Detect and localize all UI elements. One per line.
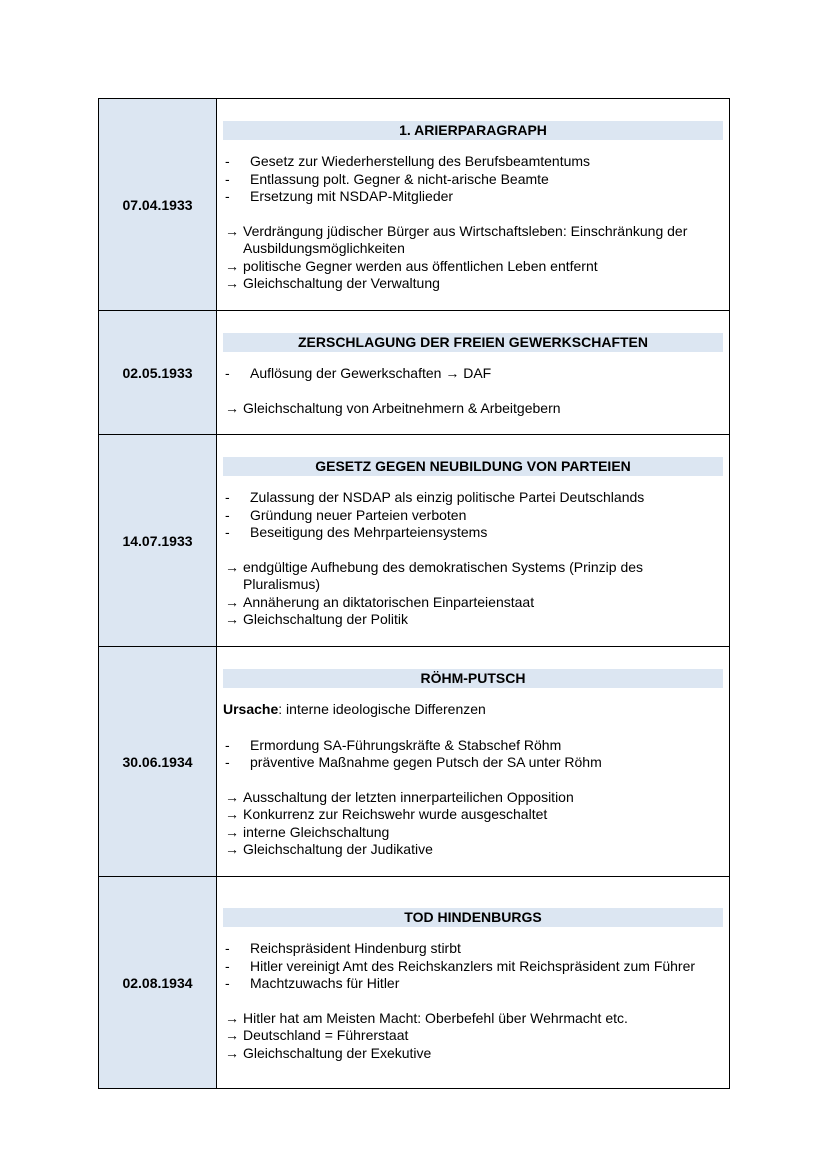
timeline-row (99, 311, 730, 435)
conclusion-text: Ausschaltung der letzten innerparteilichen Opposition (243, 788, 574, 805)
conclusion-item (223, 275, 723, 293)
cause-line (223, 701, 723, 719)
conclusion-text: Deutschland = Führerstaat (243, 1027, 409, 1043)
event-heading: TOD HINDENBURGS (223, 908, 723, 927)
arrow-right-icon: → (225, 593, 239, 610)
conclusion-text: Hitler hat am Meisten Macht: Oberbefehl über Wehrmacht etc. (243, 1009, 628, 1026)
bullet-item (223, 975, 723, 993)
conclusion-item (223, 824, 723, 842)
bullet-item (223, 524, 723, 542)
arrow-right-icon: → (225, 611, 239, 628)
content-body (217, 316, 729, 429)
conclusion-text: Gleichschaltung der Politik (243, 611, 408, 628)
bullet-item (223, 153, 723, 171)
dash-icon: - (225, 957, 230, 974)
conclusion-item (223, 789, 723, 807)
bullet-list (223, 153, 723, 206)
event-date: 07.04.1933 (122, 196, 193, 213)
conclusion-item (223, 594, 723, 612)
event-heading: RÖHM-PUTSCH (223, 669, 723, 688)
content-body (217, 652, 729, 871)
date-cell (99, 99, 217, 311)
bullet-item (223, 507, 723, 525)
conclusion-text: Gleichschaltung der Judikative (243, 841, 433, 858)
conclusion-list (223, 559, 723, 629)
conclusion-text: Verdrängung jüdischer Bürger aus Wirtschaftsleben: Einschränkung der Ausbildungsmöglichkeiten (243, 222, 688, 257)
cause-text: : interne ideologische Differenzen (278, 701, 486, 718)
conclusion-text: endgültige Aufhebung des demokratischen Systems (Prinzip des Pluralismus) (243, 558, 644, 593)
bullet-text: Ersetzung mit NSDAP-Mitglieder (250, 188, 454, 205)
content-cell (217, 877, 730, 1089)
arrow-right-icon: → (225, 806, 239, 823)
bullet-text: Beseitigung des Mehrparteiensystems (250, 524, 488, 541)
bullet-text: Auflösung der Gewerkschaften → DAF (250, 365, 492, 381)
bullet-text: Hitler vereinigt Amt des Reichskanzlers mit Reichspräsident zum Führer (250, 957, 696, 974)
timeline-row (99, 877, 730, 1089)
bullet-list (223, 737, 723, 772)
conclusion-item (223, 1027, 723, 1045)
conclusion-text: interne Gleichschaltung (243, 823, 390, 840)
conclusion-text: Gleichschaltung von Arbeitnehmern & Arbeitgebern (243, 399, 561, 416)
content-cell (217, 99, 730, 311)
dash-icon: - (225, 170, 230, 187)
event-date: 02.08.1934 (122, 974, 193, 991)
dash-icon: - (225, 975, 230, 991)
bullet-item (223, 489, 723, 507)
conclusion-list (223, 400, 723, 418)
date-cell (99, 311, 217, 435)
event-heading: 1. ARIERPARAGRAPH (223, 121, 723, 140)
date-cell (99, 877, 217, 1089)
bullet-list (223, 365, 723, 383)
arrow-right-icon: → (225, 841, 239, 858)
conclusion-text: Gleichschaltung der Verwaltung (243, 275, 440, 292)
timeline-row (99, 99, 730, 311)
arrow-right-icon: → (225, 275, 239, 292)
conclusion-text: Konkurrenz zur Reichswehr wurde ausgeschaltet (243, 806, 548, 823)
conclusion-list (223, 1010, 723, 1063)
conclusion-item (223, 841, 723, 859)
bullet-text: Entlassung polt. Gegner & nicht-arische Beamte (250, 170, 549, 187)
dash-icon: - (225, 736, 230, 753)
arrow-right-icon: → (225, 257, 239, 274)
conclusion-item (223, 559, 723, 594)
conclusion-item (223, 611, 723, 629)
dash-icon: - (225, 940, 230, 956)
bullet-item (223, 365, 723, 383)
bullet-item (223, 737, 723, 755)
conclusion-item (223, 258, 723, 276)
conclusion-item (223, 223, 723, 258)
bullet-list (223, 489, 723, 542)
bullet-text: Ermordung SA-Führungskräfte & Stabschef Röhm (250, 736, 562, 753)
timeline-row (99, 647, 730, 877)
conclusion-item (223, 1045, 723, 1063)
conclusion-text: Annäherung an diktatorischen Einparteienstaat (243, 593, 535, 610)
arrow-right-icon: → (225, 558, 239, 575)
bullet-item (223, 940, 723, 958)
content-cell (217, 435, 730, 647)
arrow-right-icon: → (225, 1009, 239, 1026)
arrow-right-icon: → (225, 788, 239, 805)
bullet-text: präventive Maßnahme gegen Putsch der SA unter Röhm (250, 754, 602, 771)
bullet-text: Zulassung der NSDAP als einzig politische Partei Deutschlands (250, 489, 645, 506)
event-date: 30.06.1934 (122, 753, 193, 770)
dash-icon: - (225, 153, 230, 170)
dash-icon: - (225, 365, 230, 381)
content-body (217, 104, 729, 305)
arrow-right-icon: → (225, 399, 239, 416)
dash-icon: - (225, 506, 230, 523)
content-body (217, 440, 729, 641)
dash-icon: - (225, 489, 230, 506)
bullet-text: Reichspräsident Hindenburg stirbt (250, 940, 461, 956)
event-heading: ZERSCHLAGUNG DER FREIEN GEWERKSCHAFTEN (223, 333, 723, 352)
bullet-text: Gründung neuer Parteien verboten (250, 506, 467, 523)
timeline-row (99, 435, 730, 647)
conclusion-item (223, 400, 723, 418)
arrow-right-icon: → (225, 823, 239, 840)
content-body (217, 891, 729, 1074)
bullet-item (223, 958, 723, 976)
dash-icon: - (225, 524, 230, 541)
cause-label: Ursache (223, 701, 279, 718)
conclusion-item (223, 1010, 723, 1028)
timeline-table (98, 98, 730, 1089)
conclusion-text: politische Gegner werden aus öffentlichen Leben entfernt (243, 257, 598, 274)
event-heading: GESETZ GEGEN NEUBILDUNG VON PARTEIEN (223, 457, 723, 476)
bullet-item (223, 188, 723, 206)
conclusion-text: Gleichschaltung der Exekutive (243, 1044, 432, 1061)
conclusion-list (223, 789, 723, 859)
table-body (99, 99, 730, 1089)
bullet-item (223, 171, 723, 189)
bullet-text: Machtzuwachs für Hitler (250, 975, 400, 991)
arrow-right-icon: → (225, 1027, 239, 1043)
date-cell (99, 435, 217, 647)
bullet-text: Gesetz zur Wiederherstellung des Berufsbeamtentums (250, 153, 591, 170)
event-date: 02.05.1933 (122, 364, 193, 381)
dash-icon: - (225, 754, 230, 771)
conclusion-list (223, 223, 723, 293)
date-cell (99, 647, 217, 877)
bullet-item (223, 754, 723, 772)
arrow-right-icon: → (225, 222, 239, 239)
event-date: 14.07.1933 (122, 532, 193, 549)
dash-icon: - (225, 188, 230, 205)
conclusion-item (223, 806, 723, 824)
content-cell (217, 647, 730, 877)
bullet-list (223, 940, 723, 993)
arrow-right-icon: → (225, 1044, 239, 1061)
content-cell (217, 311, 730, 435)
